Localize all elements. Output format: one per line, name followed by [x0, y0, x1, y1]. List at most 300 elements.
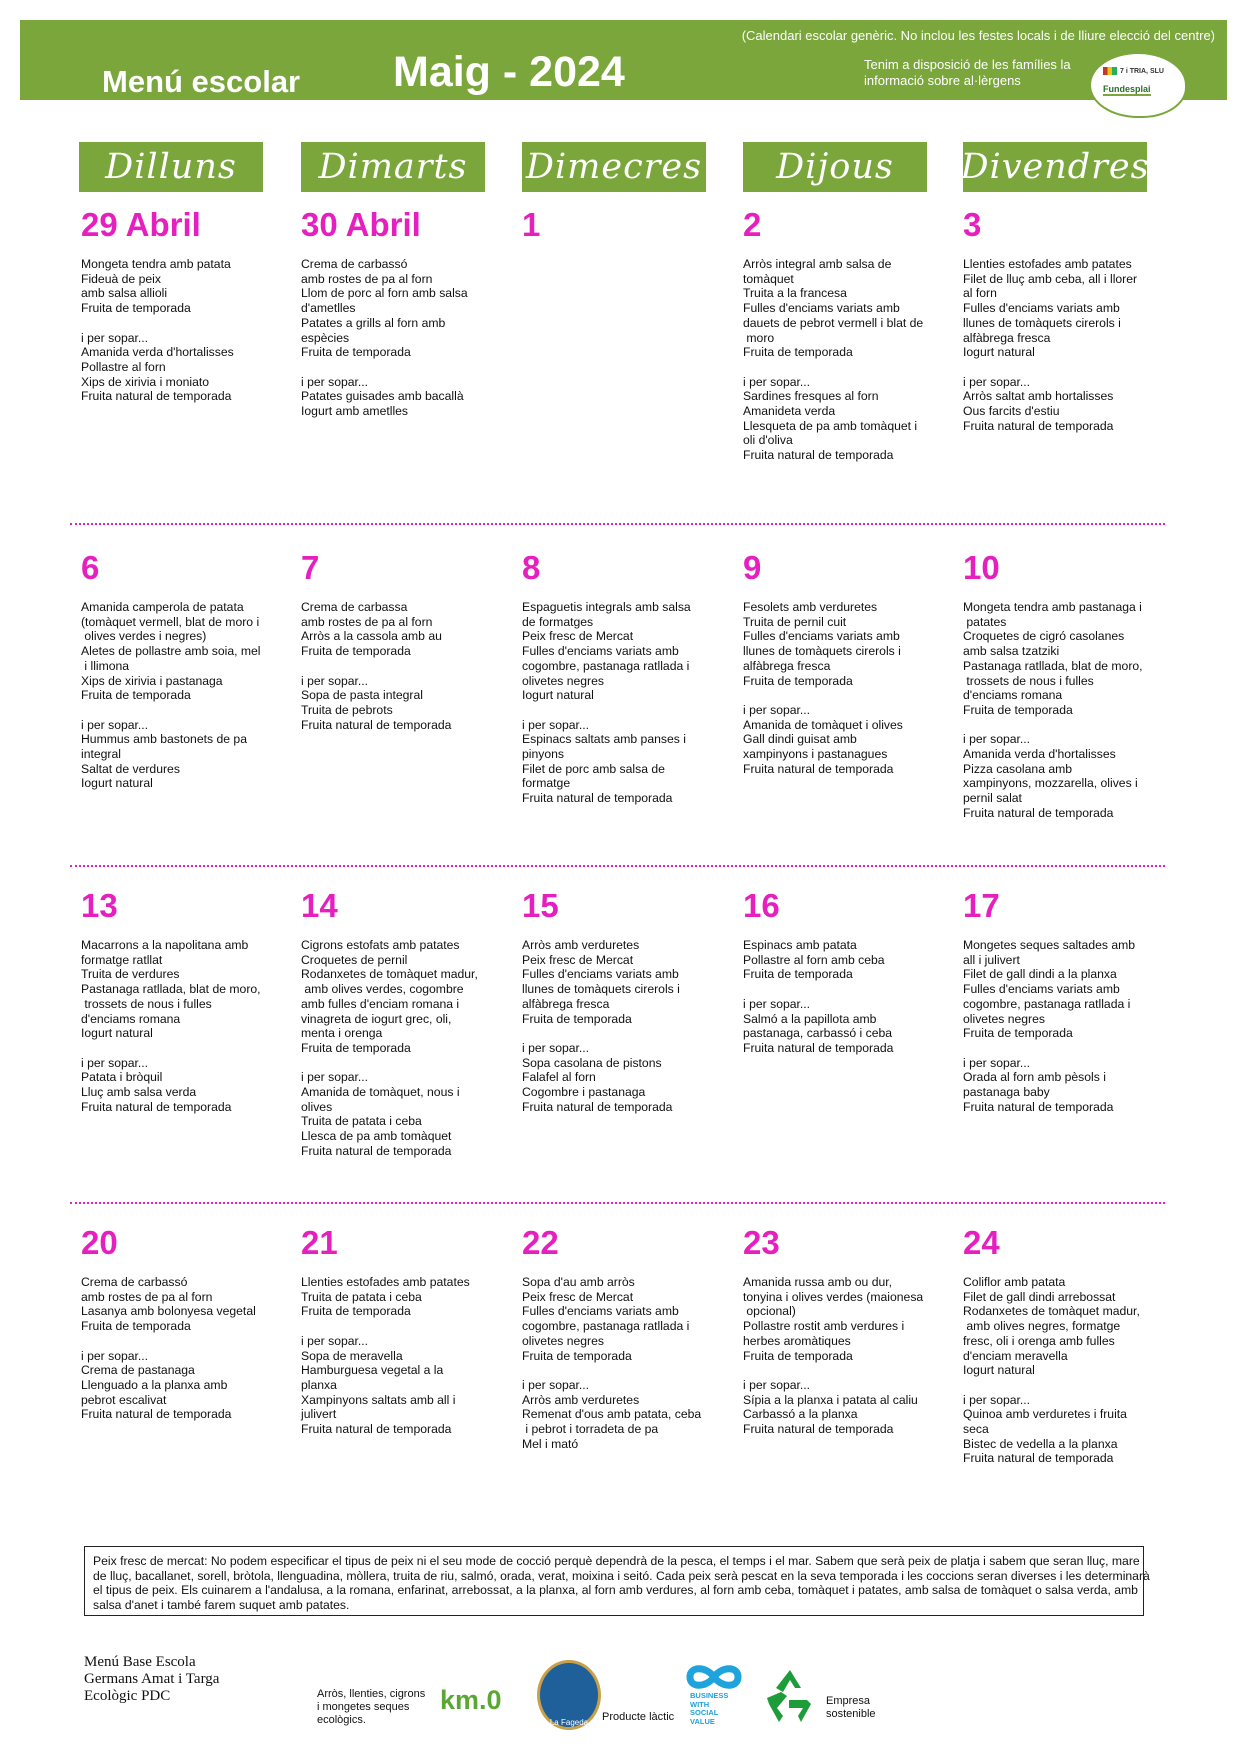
km0-logo-text: km.0: [440, 1685, 502, 1715]
day-date: 14: [301, 887, 338, 924]
menu-line: d'enciam meravella: [963, 1348, 1068, 1363]
la-fageda-logo: [537, 1660, 601, 1730]
menu-line: tonyina i olives verdes (maionesa: [743, 1289, 924, 1304]
menu-line: [522, 1363, 712, 1378]
menu-line: [963, 360, 1153, 375]
menu-line: Pizza casolana amb: [963, 761, 1073, 776]
menu-line: Filet de porc amb salsa de: [522, 761, 665, 776]
menu-line: herbes aromàtiques: [743, 1333, 851, 1348]
menu-line: Cigrons estofats amb patates: [301, 938, 460, 952]
menu-line: xampinyons i pastanagues: [743, 747, 888, 762]
menu-line: amb rostes de pa al forn: [301, 271, 433, 286]
menu-line: Fruita de temporada: [743, 345, 853, 360]
menu-line: Mel i mató: [522, 1436, 579, 1451]
day-cell: [522, 886, 712, 1114]
menu-line: Espaguetis integrals amb salsa: [522, 600, 691, 614]
menu-line: Pollastre rostit amb verdures i: [743, 1319, 905, 1334]
menu-line: Iogurt natural: [963, 1363, 1035, 1378]
menu-line: planxa: [301, 1377, 337, 1392]
menu-line: [301, 1319, 491, 1334]
menu-line: Amanida de tomàquet, nous i: [301, 1085, 460, 1100]
day-date: 3: [963, 206, 982, 243]
menu-line: xampinyons, mozzarella, olives i: [963, 776, 1138, 791]
menu-line: Fruita natural de temporada: [743, 761, 894, 776]
weekday-header: Divendres: [963, 142, 1147, 192]
menu-line: Sopa de meravella: [301, 1348, 403, 1363]
menu-line: Fruita de temporada: [963, 702, 1073, 717]
menu-line: vinagreta de iogurt grec, oli,: [301, 1011, 452, 1026]
menu-line: Fruita natural de temporada: [301, 1422, 452, 1437]
menu-line: Amanida camperola de patata: [81, 600, 244, 614]
menu-line: Llesca de pa amb tomàquet: [301, 1129, 452, 1144]
menu-line: Amanida russa amb ou dur,: [743, 1275, 893, 1289]
menu-line: Sopa d'au amb arròs: [522, 1275, 635, 1289]
menu-line: [522, 1026, 712, 1041]
dairy-product-label: Producte làctic: [602, 1711, 675, 1723]
menu-line: Fruita natural de temporada: [743, 1040, 894, 1055]
menu-line: Rodanxetes de tomàquet madur,: [963, 1304, 1140, 1319]
menu-line: [963, 1378, 1153, 1393]
day-cell: [743, 1223, 933, 1437]
day-date: 20: [81, 1224, 118, 1261]
sustainable-line: sostenible: [826, 1708, 876, 1720]
week-separator: [70, 523, 1165, 525]
menu-line: Fruita natural de temporada: [963, 1451, 1114, 1466]
menu-line: Llenguado a la planxa amb: [81, 1377, 228, 1392]
menu-line: Macarrons a la napolitana amb: [81, 938, 249, 952]
menu-line: patates: [963, 614, 1007, 629]
menu-line: llunes de tomàquets cirerols i: [963, 315, 1121, 330]
menu-line: amb rostes de pa al forn: [81, 1289, 213, 1304]
menu-line: Cogombre i pastanaga: [522, 1085, 646, 1100]
menu-line: [81, 316, 271, 331]
eco-legumes-label: [317, 1688, 425, 1727]
company-logo: [1089, 52, 1187, 118]
allergen-info: [864, 57, 1124, 89]
menu-line: Llom de porc al forn amb salsa: [301, 286, 468, 301]
menu-line: Fruita natural de temporada: [81, 1407, 232, 1422]
menu-line: Crema de carbassa: [301, 600, 408, 614]
menu-line: d'ametlles: [301, 301, 356, 316]
menu-line: Saltat de verdures: [81, 761, 180, 776]
menu-line: i per sopar...: [522, 717, 590, 732]
menu-line: de formatges: [522, 614, 594, 629]
day-cell: [522, 1223, 712, 1451]
menu-line: olives verdes i negres): [81, 629, 207, 644]
menu-line: [963, 1041, 1153, 1056]
menu-line: Fruita de temporada: [81, 301, 191, 316]
note-line: de lluç, bacallanet, sorell, bròtola, llenguadina, mòllera, truita de riu, salmó, orada, verat, moixina i seitó. Cada peix serà pescat en la seva temporada i les coccions seran diverses i les determinarà: [93, 1568, 1150, 1583]
menu-line: Fulles d'enciams variats amb: [743, 301, 900, 316]
menu-line: Fulles d'enciams variats amb: [963, 982, 1120, 997]
menu-line: olivetes negres: [522, 673, 604, 688]
menu-line: Fruita natural de temporada: [81, 1099, 232, 1114]
calendar-notice: (Calendari escolar genèric. No inclou les festes locals i de lliure elecció del centre): [741, 28, 1215, 43]
menu-line: Patata i bròquil: [81, 1070, 163, 1085]
menu-line: Rodanxetes de tomàquet madur,: [301, 967, 478, 982]
menu-line: Fruita de temporada: [301, 345, 411, 360]
menu-line: Fulles d'enciams variats amb: [522, 967, 679, 982]
menu-line: [522, 703, 712, 718]
menu-line: Fruita natural de temporada: [301, 1143, 452, 1158]
fresh-fish-note: [84, 1546, 1150, 1616]
logo-line-2: Fundesplai: [1103, 84, 1151, 94]
menu-title: Menú escolar: [102, 64, 301, 99]
menu-line: Fruita de temporada: [301, 1040, 411, 1055]
day-cell: [81, 1223, 271, 1422]
header-banner: [20, 20, 1227, 100]
day-date: 29 Abril: [81, 206, 201, 243]
menu-line: Amanida verda d'hortalisses: [81, 345, 234, 360]
menu-line: Fruita de temporada: [743, 1348, 853, 1363]
menu-line: amb salsa allioli: [81, 286, 168, 301]
menu-line: Iogurt natural: [963, 345, 1035, 360]
menu-line: Fruita de temporada: [743, 967, 853, 982]
bsv-line: VALUE: [690, 1716, 715, 1726]
weekday-header: Dijous: [743, 142, 927, 192]
infinity-icon: [684, 1662, 744, 1692]
km0-logo: [440, 1685, 502, 1716]
menu-line: Llesqueta de pa amb tomàquet i: [743, 418, 918, 433]
day-cell: [743, 886, 933, 1056]
menu-line: menta i orenga: [301, 1026, 383, 1041]
day-date: 13: [81, 887, 118, 924]
weekday-header: Dimarts: [301, 142, 485, 192]
menu-line: Xips de xirivia i pastanaga: [81, 673, 223, 688]
day-date: 30 Abril: [301, 206, 421, 243]
menu-line: Lasanya amb bolonyesa vegetal: [81, 1304, 256, 1319]
note-line: Peix fresc de mercat: No podem especificar el tipus de peix ni el seu mode de cocció perquè dependrà de la pesca, el temps i el mar. Sabem que serà peix de platja i sabem que seran lluç, mare: [93, 1554, 1140, 1568]
base-line: Menú Base Escola: [84, 1654, 196, 1670]
menu-line: pastanaga baby: [963, 1085, 1050, 1100]
menu-line: Pollastre al forn: [81, 359, 166, 374]
menu-line: dauets de pebrot vermell i blat de: [743, 315, 924, 330]
menu-line: Arròs amb verduretes: [522, 938, 640, 952]
menu-line: d'enciams romana: [963, 688, 1063, 703]
menu-line: Orada al forn amb pèsols i: [963, 1070, 1106, 1085]
eco-line: i mongetes seques: [317, 1701, 410, 1713]
menu-line: [81, 1041, 271, 1056]
menu-line: Sopa casolana de pistons: [522, 1055, 662, 1070]
allergen-line: informació sobre al·lèrgens: [864, 73, 1021, 88]
allergen-line: Tenim a disposició de les famílies la: [864, 57, 1071, 72]
menu-line: Truita a la francesa: [743, 286, 847, 301]
day-date: 9: [743, 549, 762, 586]
menu-line: Remenat d'ous amb patata, ceba: [522, 1407, 702, 1422]
day-cell: [301, 548, 491, 732]
menu-line: Fruita de temporada: [81, 688, 191, 703]
menu-line: seca: [963, 1422, 989, 1437]
menu-line: amb rostes de pa al forn: [301, 614, 433, 629]
menu-line: Fruita natural de temporada: [743, 1422, 894, 1437]
bsv-line: BUSINESS: [690, 1691, 729, 1700]
menu-line: Iogurt natural: [81, 1026, 153, 1041]
menu-line: [743, 360, 933, 375]
menu-line: oli d'oliva: [743, 433, 793, 448]
menu-line: Fruita natural de temporada: [81, 389, 232, 404]
menu-line: i llimona: [81, 658, 130, 673]
menu-line: Hamburguesa vegetal a la: [301, 1363, 444, 1378]
day-date: 22: [522, 1224, 559, 1261]
menu-line: al forn: [963, 286, 997, 301]
menu-line: trossets de nous i fulles: [81, 996, 212, 1011]
menu-line: cogombre, pastanaga ratllada i: [522, 1319, 690, 1334]
menu-line: Espinacs saltats amb panses i: [522, 732, 686, 747]
menu-line: i per sopar...: [301, 374, 369, 389]
menu-line: Fruita natural de temporada: [301, 717, 452, 732]
menu-line: Espinacs amb patata: [743, 938, 857, 952]
menu-line: olives: [301, 1099, 333, 1114]
month-title: Maig - 2024: [393, 48, 625, 96]
menu-line: [81, 1334, 271, 1349]
sustainable-line: Empresa: [826, 1695, 871, 1707]
menu-line: espècies: [301, 330, 350, 345]
menu-line: Fruita natural de temporada: [963, 1099, 1114, 1114]
menu-line: Sopa de pasta integral: [301, 688, 423, 703]
day-cell: [963, 205, 1153, 433]
menu-line: Fulles d'enciams variats amb: [963, 301, 1120, 316]
menu-line: Pastanaga ratllada, blat de moro,: [81, 982, 261, 997]
menu-line: Mongeta tendra amb patata: [81, 257, 231, 271]
menu-line: Truita de verdures: [81, 967, 180, 982]
menu-line: amb fulles d'enciam romana i: [301, 996, 460, 1011]
menu-line: i per sopar...: [963, 374, 1031, 389]
menu-line: Patates guisades amb bacallà: [301, 389, 464, 404]
menu-line: Fruita de temporada: [522, 1011, 632, 1026]
menu-line: Mongetes seques saltades amb: [963, 938, 1136, 952]
menu-line: (tomàquet vermell, blat de moro i: [81, 614, 260, 629]
menu-line: Fulles d'enciams variats amb: [522, 1304, 679, 1319]
day-cell: [301, 205, 491, 419]
menu-line: i per sopar...: [743, 702, 811, 717]
menu-line: i per sopar...: [743, 1377, 811, 1392]
menu-line: julivert: [301, 1407, 337, 1422]
day-cell: [301, 886, 491, 1159]
menu-line: i per sopar...: [301, 1333, 369, 1348]
menu-line: Arròs amb verduretes: [522, 1392, 640, 1407]
menu-line: Fideuà de peix: [81, 271, 161, 286]
menu-line: i per sopar...: [81, 1348, 149, 1363]
menu-line: Fruita de temporada: [743, 673, 853, 688]
menu-line: [743, 1363, 933, 1378]
menu-line: Hummus amb bastonets de pa: [81, 732, 247, 747]
week-separator: [70, 1202, 1165, 1204]
menu-line: Fruita natural de temporada: [522, 791, 673, 806]
menu-line: [301, 659, 491, 674]
menu-line: i pebrot i torradeta de pa: [522, 1422, 659, 1437]
menu-line: Croquetes de pernil: [301, 952, 408, 967]
menu-line: Croquetes de cigró casolanes: [963, 629, 1125, 644]
menu-line: Fruita de temporada: [963, 1026, 1073, 1041]
menu-line: Ous farcits d'estiu: [963, 404, 1060, 419]
menu-line: olivetes negres: [522, 1333, 604, 1348]
menu-line: Truita de pebrots: [301, 702, 393, 717]
menu-line: llunes de tomàquets cirerols i: [522, 982, 680, 997]
menu-line: [81, 703, 271, 718]
menu-line: Xips de xirivia i moniato: [81, 374, 210, 389]
menu-line: Fesolets amb verduretes: [743, 600, 878, 614]
menu-line: i per sopar...: [743, 374, 811, 389]
bsv-line: SOCIAL: [690, 1708, 719, 1717]
recycle-icon: [763, 1668, 817, 1724]
menu-line: i per sopar...: [963, 1392, 1031, 1407]
menu-line: Arròs a la cassola amb au: [301, 629, 442, 644]
menu-line: Fruita de temporada: [301, 1304, 411, 1319]
day-cell: [743, 205, 933, 463]
menu-line: cogombre, pastanaga ratllada i: [522, 658, 690, 673]
day-date: 17: [963, 887, 1000, 924]
menu-line: i per sopar...: [963, 1055, 1031, 1070]
menu-line: Filet de gall dindi a la planxa: [963, 967, 1117, 982]
eco-line: Arròs, llenties, cigrons: [317, 1688, 426, 1700]
day-cell: [522, 548, 712, 806]
note-line: el tipus de peix. Els cuinarem a l'andalusa, a la romana, enfarinat, arrebossat, a la planxa, al forn amb verdures, al forn amb ceba, tomàquet i patates, amb salsa de tomàquet o salsa verda, amb: [93, 1583, 1138, 1598]
menu-line: Aletes de pollastre amb soia, mel: [81, 644, 261, 659]
menu-line: i per sopar...: [81, 1055, 149, 1070]
menu-line: all i julivert: [963, 952, 1020, 967]
menu-line: tomàquet: [743, 271, 794, 286]
menu-line: Coliflor amb patata: [963, 1275, 1066, 1289]
school-base-info: [84, 1654, 219, 1705]
bsv-line: WITH: [690, 1699, 710, 1709]
day-cell: [743, 548, 933, 776]
menu-line: fresc, oli i orenga amb fulles: [963, 1333, 1115, 1348]
menu-line: [743, 688, 933, 703]
menu-line: cogombre, pastanaga ratllada i: [963, 996, 1131, 1011]
menu-line: Fruita de temporada: [81, 1319, 191, 1334]
menu-line: moro: [743, 330, 775, 345]
menu-line: integral: [81, 747, 121, 762]
business-social-value-logo: [690, 1692, 728, 1726]
logo-line-1: 7 i TRIA, SLU: [1103, 67, 1164, 75]
menu-line: d'enciams romana: [81, 1011, 181, 1026]
menu-line: Truita de pernil cuit: [743, 614, 847, 629]
menu-line: Bistec de vedella a la planxa: [963, 1436, 1118, 1451]
menu-line: llunes de tomàquets cirerols i: [743, 644, 901, 659]
week-separator: [70, 865, 1165, 867]
menu-line: [301, 1056, 491, 1071]
menu-line: Crema de carbassó: [81, 1275, 188, 1289]
day-cell: [963, 1223, 1153, 1466]
menu-line: Iogurt amb ametlles: [301, 404, 409, 419]
menu-line: Fulles d'enciams variats amb: [743, 629, 900, 644]
menu-line: alfàbrega fresca: [743, 658, 831, 673]
day-date: 2: [743, 206, 762, 243]
menu-line: Fruita de temporada: [522, 1348, 632, 1363]
menu-line: Pastanaga ratllada, blat de moro,: [963, 658, 1143, 673]
menu-line: Iogurt natural: [81, 776, 153, 791]
menu-line: i per sopar...: [81, 330, 149, 345]
menu-line: Amanida de tomàquet i olives: [743, 717, 903, 732]
menu-line: formatge: [522, 776, 571, 791]
menu-line: i per sopar...: [81, 717, 149, 732]
menu-line: i per sopar...: [743, 996, 811, 1011]
menu-line: Amanideta verda: [743, 404, 836, 419]
day-cell: [963, 548, 1153, 821]
menu-line: Lluç amb salsa verda: [81, 1085, 197, 1100]
base-line: Ecològic PDC: [84, 1688, 171, 1704]
menu-line: Fruita natural de temporada: [743, 448, 894, 463]
menu-line: [301, 360, 491, 375]
menu-line: Sípia a la planxa i patata al caliu: [743, 1392, 918, 1407]
day-date: 1: [522, 206, 541, 243]
menu-line: Truita de patata i ceba: [301, 1289, 422, 1304]
menu-line: amb salsa tzatziki: [963, 644, 1060, 659]
menu-line: Sardines fresques al forn: [743, 389, 879, 404]
menu-line: olivetes negres: [963, 1011, 1045, 1026]
base-line: Germans Amat i Targa: [84, 1671, 220, 1687]
menu-line: Pollastre al forn amb ceba: [743, 952, 885, 967]
day-date: 15: [522, 887, 559, 924]
day-cell: [81, 548, 271, 791]
day-cell: [522, 205, 712, 257]
menu-line: Salmó a la papillota amb: [743, 1011, 877, 1026]
menu-line: Arròs saltat amb hortalisses: [963, 389, 1114, 404]
day-date: 8: [522, 549, 541, 586]
sustainable-company-label: [826, 1695, 876, 1721]
menu-line: i per sopar...: [301, 1070, 369, 1085]
menu-line: Peix fresc de Mercat: [522, 952, 634, 967]
menu-line: Truita de patata i ceba: [301, 1114, 422, 1129]
menu-line: Crema de pastanaga: [81, 1363, 195, 1378]
menu-line: amb olives negres, formatge: [963, 1319, 1121, 1334]
menu-line: Peix fresc de Mercat: [522, 629, 634, 644]
menu-line: Falafel al forn: [522, 1070, 596, 1085]
day-cell: [81, 886, 271, 1114]
eco-line: ecològics.: [317, 1714, 366, 1726]
menu-line: Mongeta tendra amb pastanaga i: [963, 600, 1142, 614]
menu-line: Filet de gall dindi arrebossat: [963, 1289, 1116, 1304]
day-date: 16: [743, 887, 780, 924]
menu-line: Gall dindi guisat amb: [743, 732, 857, 747]
note-line: salsa d'anet i també farem suquet amb patates.: [93, 1597, 350, 1612]
menu-line: Fruita de temporada: [301, 644, 411, 659]
menu-line: pinyons: [522, 747, 565, 762]
menu-line: Fruita natural de temporada: [963, 418, 1114, 433]
weekday-header: Dimecres: [522, 142, 706, 192]
menu-line: Filet de lluç amb ceba, all i llorer: [963, 271, 1138, 286]
menu-line: formatge ratllat: [81, 952, 163, 967]
menu-line: Patates a grills al forn amb: [301, 315, 446, 330]
menu-line: Iogurt natural: [522, 688, 594, 703]
menu-line: Fruita natural de temporada: [963, 805, 1114, 820]
day-date: 24: [963, 1224, 1000, 1261]
menu-line: amb olives verdes, cogombre: [301, 982, 464, 997]
menu-line: Quinoa amb verduretes i fruita: [963, 1407, 1127, 1422]
day-cell: [963, 886, 1153, 1114]
menu-line: alfàbrega fresca: [522, 996, 610, 1011]
menu-line: Arròs integral amb salsa de: [743, 257, 892, 271]
menu-line: Xampinyons saltats amb all i: [301, 1392, 456, 1407]
menu-line: pebrot escalivat: [81, 1392, 167, 1407]
menu-line: Crema de carbassó: [301, 257, 408, 271]
weekday-header: Dilluns: [79, 142, 263, 192]
day-date: 23: [743, 1224, 780, 1261]
menu-line: Llenties estofades amb patates: [301, 1275, 470, 1289]
menu-line: i per sopar...: [301, 673, 369, 688]
menu-line: alfàbrega fresca: [963, 330, 1051, 345]
menu-line: pastanaga, carbassó i ceba: [743, 1026, 893, 1041]
menu-line: i per sopar...: [522, 1377, 590, 1392]
day-date: 7: [301, 549, 320, 586]
menu-line: Fulles d'enciams variats amb: [522, 644, 679, 659]
day-cell: [81, 205, 271, 404]
menu-line: trossets de nous i fulles: [963, 673, 1094, 688]
la-fageda-logo-text: La Fageda: [549, 1718, 589, 1727]
menu-line: [963, 718, 1153, 733]
day-date: 6: [81, 549, 100, 586]
menu-line: opcional): [743, 1304, 796, 1319]
